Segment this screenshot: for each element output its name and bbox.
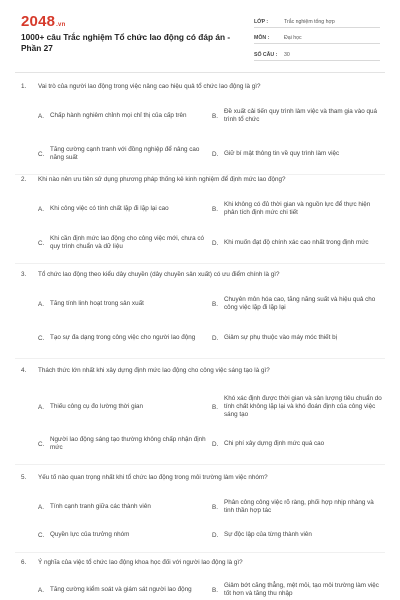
answer-option-d[interactable] — [212, 327, 392, 349]
option-text: Giảm sự phụ thuộc vào máy móc thiết bị — [224, 333, 338, 341]
answer-option-b[interactable] — [212, 105, 392, 127]
question-text — [21, 271, 381, 279]
question-number: 2. — [21, 176, 27, 183]
question-stem: Vai trò của người lao động trong việc nâng cao hiệu quả tổ chức lao động là gì? — [38, 83, 261, 90]
option-letter: C. — [38, 239, 45, 247]
question-divider — [15, 263, 385, 264]
question-number: 6. — [21, 559, 27, 566]
option-letter: D. — [212, 440, 219, 448]
option-letter: B. — [212, 205, 218, 213]
option-letter: D. — [212, 334, 219, 342]
option-text: Tăng cường cạnh tranh với đồng nghiệp để nâng cao năng suất — [50, 145, 200, 161]
option-text: Khi không có đủ thời gian và nguồn lực để thực hiện phân tích định mức chi tiết — [224, 200, 371, 216]
meta-value: Trắc nghiệm tổng hợp — [284, 18, 335, 25]
option-letter: A. — [38, 586, 44, 594]
meta-row-count — [254, 47, 380, 61]
option-text: Thiếu công cụ đo lường thời gian — [50, 402, 143, 410]
question-stem: Tổ chức lao động theo kiểu dây chuyền (dây chuyền sản xuất) có ưu điểm chính là gì? — [38, 271, 280, 278]
answer-option-d[interactable] — [212, 143, 392, 165]
question-stem: Khi nào nên ưu tiên sử dụng phương pháp thống kê kinh nghiệm để định mức lao động? — [38, 176, 286, 183]
option-letter: B. — [212, 112, 218, 120]
answer-option-b[interactable] — [212, 387, 392, 427]
option-letter: B. — [212, 403, 218, 411]
option-letter: A. — [38, 503, 44, 511]
option-text: Tính cạnh tranh giữa các thành viên — [50, 502, 151, 510]
meta-value: Đại học — [284, 35, 302, 41]
answer-option-a[interactable] — [38, 496, 218, 518]
answer-option-c[interactable] — [38, 232, 218, 254]
option-letter: B. — [212, 503, 218, 511]
logo-text: 2048 — [21, 13, 56, 30]
meta-label: LỚP : — [254, 18, 269, 25]
option-letter: A. — [38, 300, 44, 308]
site-logo[interactable] — [21, 13, 65, 30]
question-number: 5. — [21, 474, 27, 481]
option-text: Khi cần định mức lao động cho công việc mới, chưa có quy trình chuẩn và dữ liệu — [50, 234, 204, 250]
question-number: 3. — [21, 271, 27, 278]
question-stem: Yếu tố nào quan trọng nhất khi tổ chức lao động trong môi trường làm việc nhóm? — [38, 474, 268, 481]
answer-option-c[interactable] — [38, 433, 218, 455]
meta-label: MÔN : — [254, 35, 270, 41]
option-text: Tăng cường kiểm soát và giám sát người lao động — [50, 585, 192, 593]
answer-option-a[interactable] — [38, 198, 218, 220]
question-text — [21, 559, 381, 567]
option-text: Giảm bớt căng thẳng, mệt mỏi, tạo môi trường làm việc tốt hơn và tăng thu nhập — [224, 581, 379, 597]
option-text: Giữ bí mật thông tin về quy trình làm việc — [224, 149, 340, 157]
meta-label: SỐ CÂU : — [254, 51, 278, 58]
answer-option-b[interactable] — [212, 579, 392, 600]
answer-option-c[interactable] — [38, 143, 218, 165]
option-letter: B. — [212, 300, 218, 308]
answer-option-d[interactable] — [212, 232, 392, 254]
option-letter: B. — [212, 586, 218, 594]
option-letter: D. — [212, 239, 219, 247]
option-text: Sự độc lập của từng thành viên — [224, 530, 312, 538]
option-text: Chuyên môn hóa cao, tăng năng suất và hiệu quả cho công việc lặp đi lặp lại — [224, 295, 376, 311]
option-text: Khi công việc có tính chất lặp đi lặp lại cao — [50, 204, 169, 212]
meta-value: 30 — [284, 51, 290, 58]
option-text: Đề xuất cải tiến quy trình làm việc và tham gia vào quá trình tổ chức — [224, 107, 377, 123]
question-number: 4. — [21, 367, 27, 374]
page-header — [0, 0, 400, 72]
option-letter: D. — [212, 531, 219, 539]
answer-option-a[interactable] — [38, 387, 218, 427]
answer-option-a[interactable] — [38, 105, 218, 127]
answer-option-b[interactable] — [212, 496, 392, 518]
meta-row-subject — [254, 31, 380, 45]
answer-option-c[interactable] — [38, 327, 218, 349]
answer-option-b[interactable] — [212, 293, 392, 315]
option-text: Tạo sự đa dạng trong công việc cho người lao động — [50, 333, 196, 341]
option-text: Tăng tính linh hoạt trong sản xuất — [50, 299, 144, 307]
answer-option-c[interactable] — [38, 526, 218, 544]
question-text — [21, 83, 381, 91]
option-text: Khi muốn đạt độ chính xác cao nhất trong định mức — [224, 238, 369, 246]
answer-option-a[interactable] — [38, 579, 218, 600]
option-text: Phân công công việc rõ ràng, phối hợp nhịp nhàng và tinh thần hợp tác — [224, 498, 374, 514]
question-text — [21, 176, 381, 184]
option-letter: C. — [38, 440, 45, 448]
question-stem: Ý nghĩa của việc tổ chức lao động khoa học đối với người lao động là gì? — [38, 559, 243, 566]
logo-domain: .vn — [56, 22, 66, 28]
option-text: Quyền lực của trưởng nhóm — [50, 530, 130, 538]
question-number: 1. — [21, 83, 27, 90]
question-divider — [15, 174, 385, 175]
option-letter: A. — [38, 112, 44, 120]
option-letter: C. — [38, 334, 45, 342]
option-text: Chấp hành nghiêm chỉnh mọi chỉ thị của cấp trên — [50, 111, 187, 119]
answer-option-d[interactable] — [212, 526, 392, 544]
answer-option-a[interactable] — [38, 293, 218, 315]
question-text — [21, 367, 381, 375]
option-text: Chi phí xây dựng định mức quá cao — [224, 439, 325, 447]
option-text: Người lao động sáng tạo thường không chấp nhận định mức — [50, 435, 206, 451]
meta-table — [254, 14, 380, 64]
question-divider — [15, 358, 385, 359]
option-letter: A. — [38, 403, 44, 411]
option-text: Khó xác định được thời gian và sản lượng tiêu chuẩn do tính chất không lặp lại và khó đoán định của công việc sáng tạo — [224, 394, 382, 419]
meta-row-class — [254, 14, 380, 28]
answer-option-d[interactable] — [212, 433, 392, 455]
question-text — [21, 474, 381, 482]
option-letter: D. — [212, 150, 219, 158]
question-stem: Thách thức lớn nhất khi xây dựng định mức lao động cho công việc sáng tạo là gì? — [38, 367, 270, 374]
question-divider — [15, 464, 385, 465]
page-title: 1000+ câu Trắc nghiệm Tổ chức lao động có đáp án - Phần 27 — [21, 32, 231, 53]
option-letter: C. — [38, 531, 45, 539]
answer-option-b[interactable] — [212, 198, 392, 220]
header-divider — [15, 72, 385, 73]
option-letter: A. — [38, 205, 44, 213]
question-divider — [15, 552, 385, 553]
option-letter: C. — [38, 150, 45, 158]
